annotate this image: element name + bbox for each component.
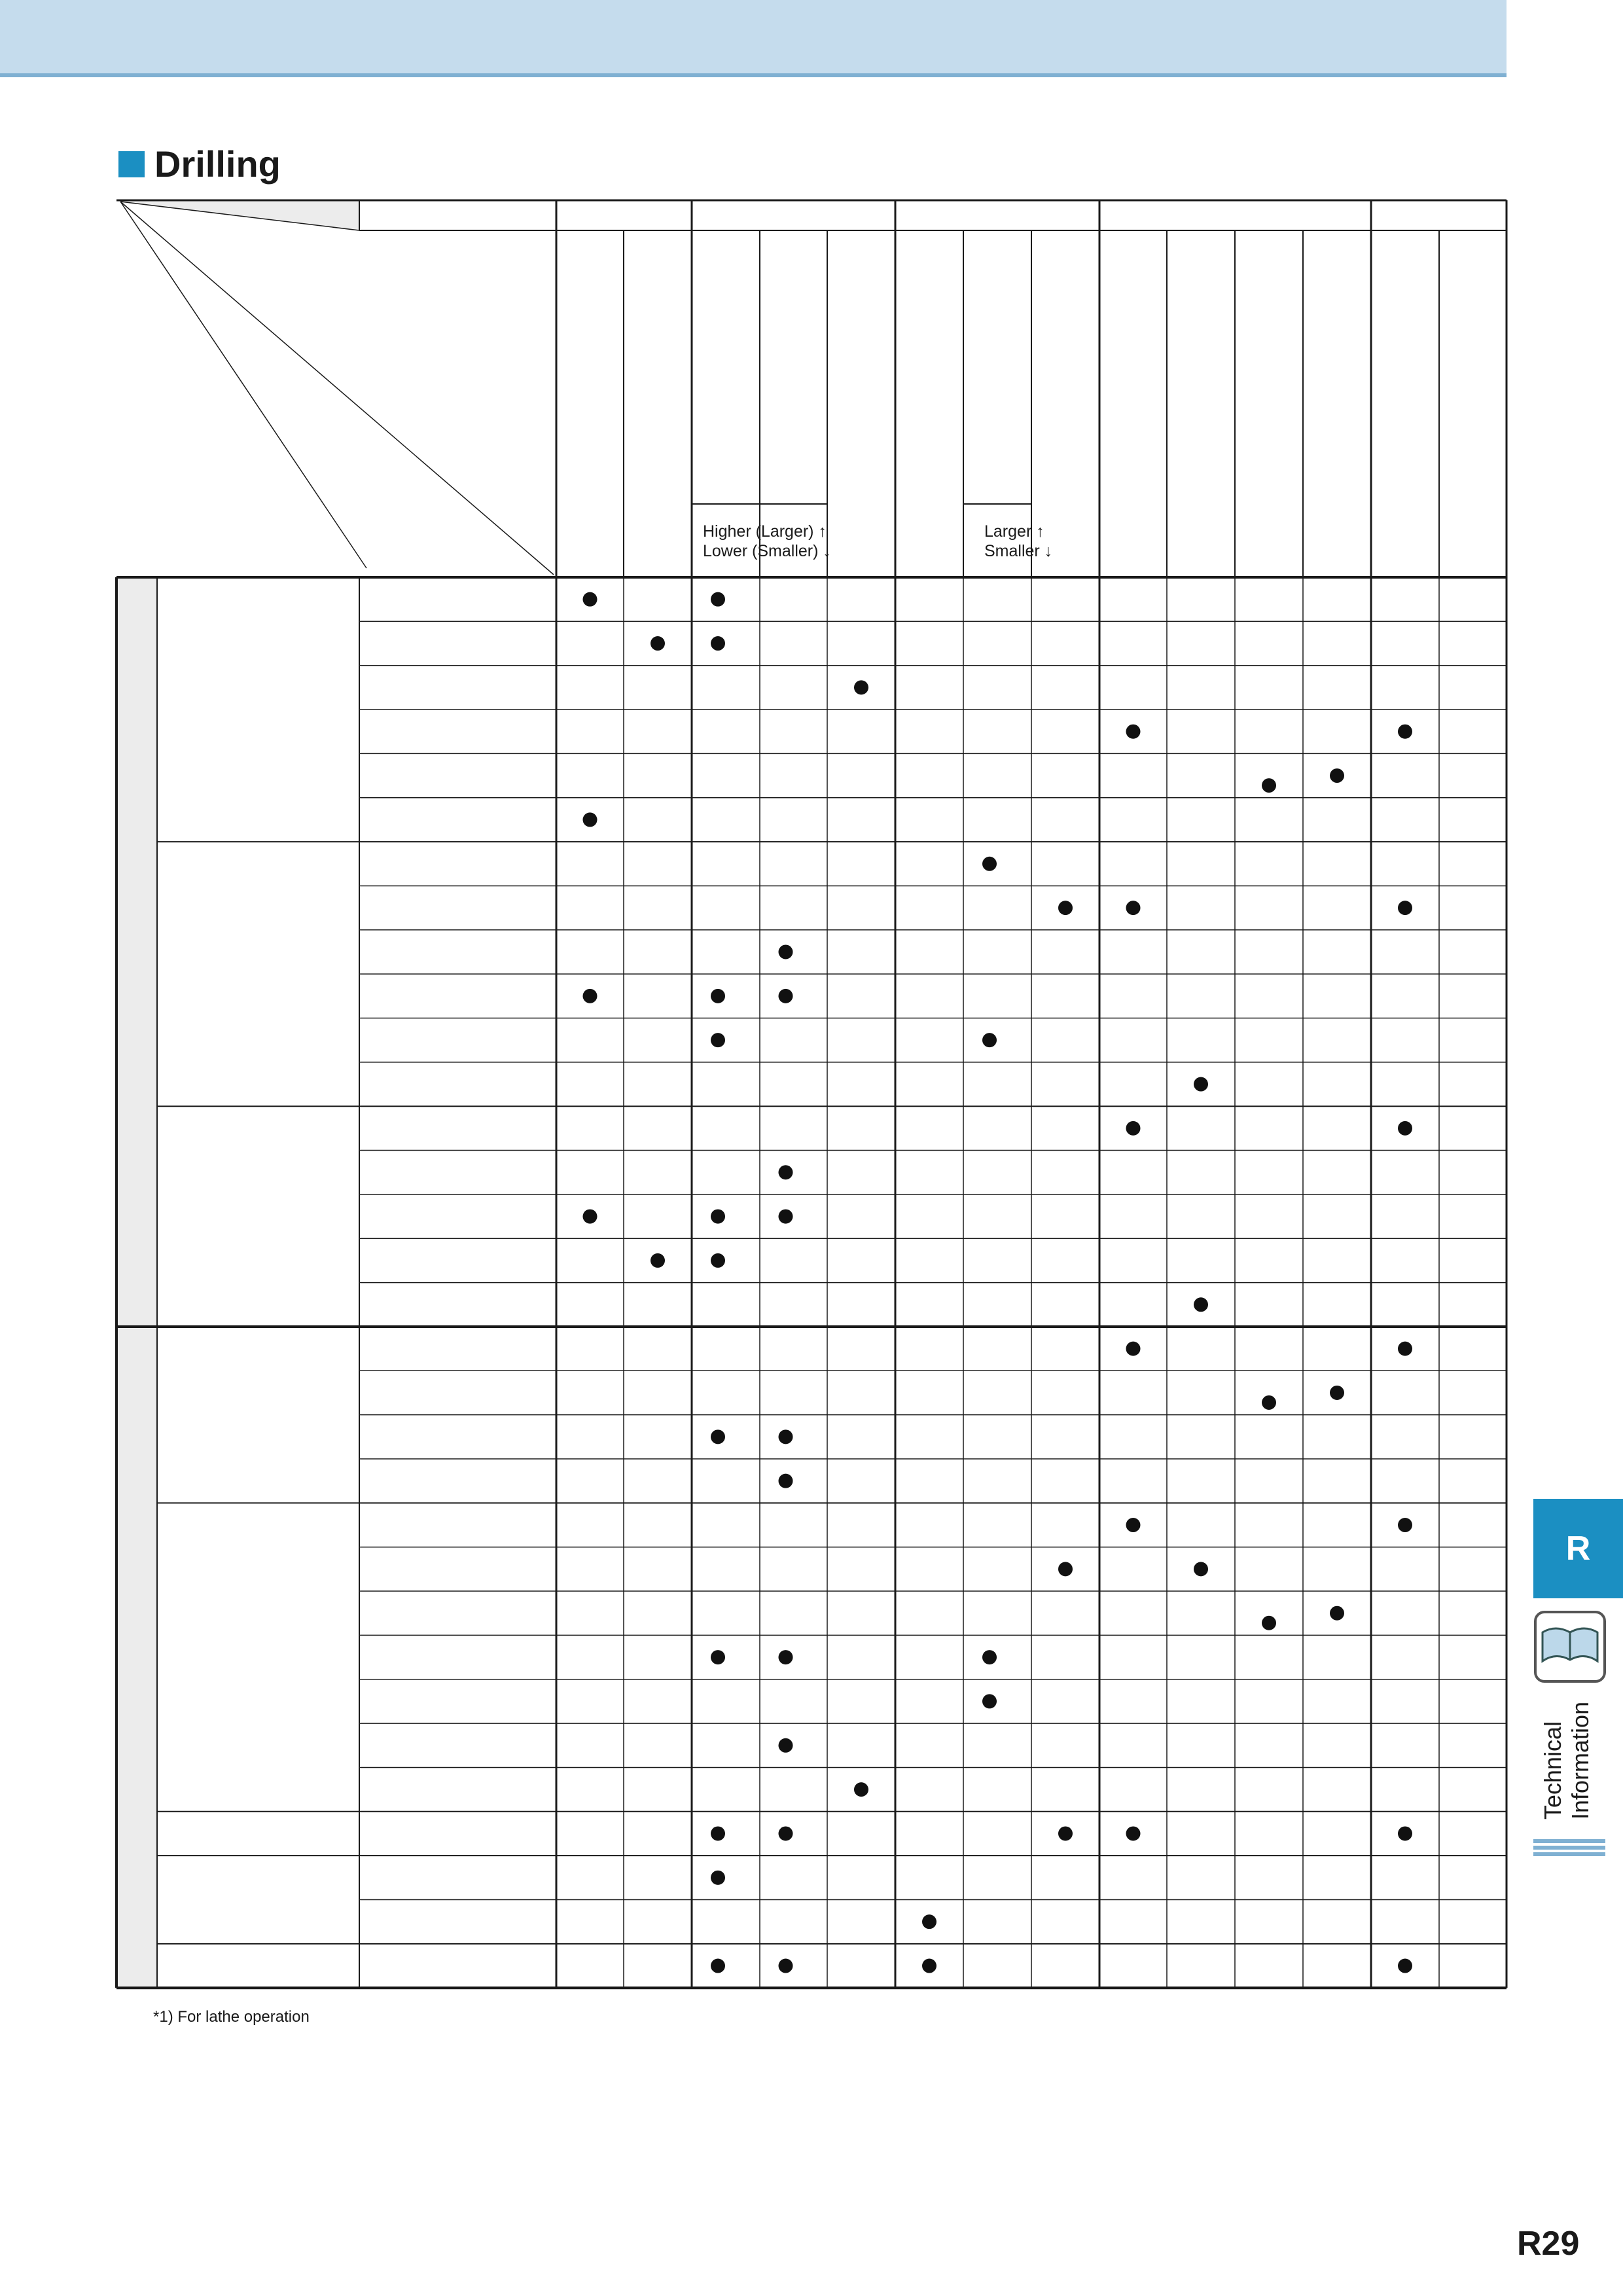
footnote: *1) For lathe operation bbox=[153, 2008, 310, 2026]
dot-icon bbox=[1262, 778, 1276, 793]
dot-icon bbox=[1330, 1606, 1344, 1621]
dot-icon bbox=[1398, 901, 1412, 915]
dot-icon bbox=[1126, 725, 1141, 739]
dot-icon bbox=[583, 989, 597, 1003]
dot-icon bbox=[1058, 1562, 1073, 1576]
dot-icon bbox=[711, 989, 725, 1003]
dot-icon bbox=[982, 1033, 997, 1047]
dot-icon bbox=[711, 1033, 725, 1047]
dot-icon bbox=[1126, 1121, 1141, 1136]
dot-icon bbox=[711, 1826, 725, 1840]
dot-icon bbox=[922, 1914, 936, 1929]
dot-icon bbox=[779, 1165, 793, 1179]
dot-icon bbox=[982, 1650, 997, 1664]
dot-icon bbox=[1330, 768, 1344, 783]
dot-icon bbox=[1398, 1342, 1412, 1356]
corner-diagonal bbox=[120, 202, 366, 568]
vcf-legend-higher: Higher (Larger) ↑ bbox=[703, 522, 827, 541]
page-number: R29 bbox=[1517, 2225, 1580, 2263]
dot-icon bbox=[779, 1650, 793, 1664]
dot-icon bbox=[1194, 1077, 1208, 1092]
page-title: Drilling bbox=[154, 143, 281, 185]
geom-legend-smaller: Smaller ↓ bbox=[984, 542, 1053, 560]
dot-icon bbox=[711, 1959, 725, 1973]
dot-icon bbox=[1194, 1297, 1208, 1312]
dot-icon bbox=[711, 592, 725, 607]
dot-icon bbox=[583, 592, 597, 607]
dot-icon bbox=[1262, 1395, 1276, 1410]
dot-icon bbox=[1126, 901, 1141, 915]
dot-icon bbox=[982, 857, 997, 871]
dot-icon bbox=[779, 1738, 793, 1753]
dot-icon bbox=[1126, 1342, 1141, 1356]
corner-diagonal bbox=[120, 202, 554, 575]
geom-legend-larger: Larger ↑ bbox=[984, 522, 1044, 541]
dot-icon bbox=[651, 636, 665, 651]
dot-icon bbox=[1126, 1826, 1141, 1840]
dot-icon bbox=[711, 1650, 725, 1664]
dot-icon bbox=[1398, 1826, 1412, 1840]
dot-icon bbox=[982, 1694, 997, 1708]
dot-icon bbox=[779, 1474, 793, 1488]
dot-icon bbox=[779, 944, 793, 959]
dot-icon bbox=[583, 1210, 597, 1224]
dot-icon bbox=[1126, 1518, 1141, 1532]
section-tab-r[interactable]: R bbox=[1533, 1499, 1623, 1598]
side-stripes bbox=[1533, 1839, 1605, 1859]
dot-icon bbox=[1330, 1386, 1344, 1400]
dot-icon bbox=[854, 680, 868, 694]
dot-icon bbox=[1194, 1562, 1208, 1576]
vcf-legend-lower: Lower (Smaller) ↓ bbox=[703, 542, 831, 560]
dot-icon bbox=[1262, 1616, 1276, 1630]
dot-icon bbox=[779, 1826, 793, 1840]
dot-icon bbox=[711, 1210, 725, 1224]
dot-icon bbox=[711, 1429, 725, 1444]
dot-icon bbox=[922, 1959, 936, 1973]
dot-icon bbox=[711, 636, 725, 651]
dot-icon bbox=[1398, 725, 1412, 739]
dot-icon bbox=[651, 1253, 665, 1268]
dot-icon bbox=[779, 1959, 793, 1973]
dot-icon bbox=[1058, 1826, 1073, 1840]
dot-icon bbox=[583, 812, 597, 827]
dot-icon bbox=[779, 1429, 793, 1444]
dot-icon bbox=[779, 989, 793, 1003]
dot-icon bbox=[711, 1253, 725, 1268]
dot-icon bbox=[711, 1871, 725, 1885]
dot-icon bbox=[1058, 901, 1073, 915]
dot-icon bbox=[779, 1210, 793, 1224]
dot-icon bbox=[1398, 1121, 1412, 1136]
dot-icon bbox=[1398, 1959, 1412, 1973]
dot-icon bbox=[854, 1782, 868, 1797]
dot-icon bbox=[1398, 1518, 1412, 1532]
category-column-bg bbox=[116, 577, 157, 1988]
